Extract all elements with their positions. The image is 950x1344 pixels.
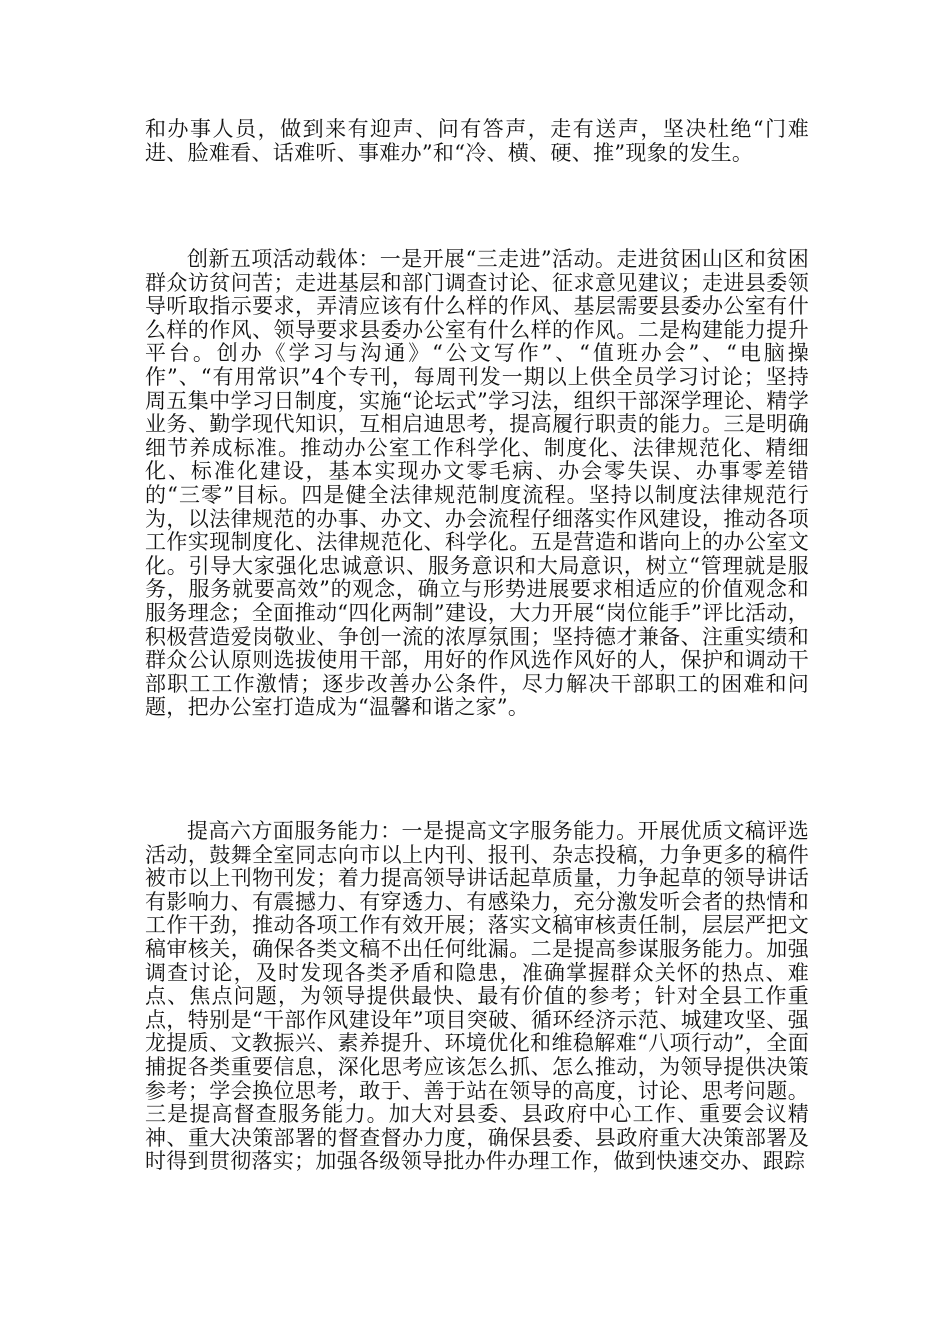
paragraph-five-activities: 创新五项活动载体：一是开展“三走进”活动。走进贫困山区和贫困群众访贫问苦；走进基层和部门调查讨论、征求意见建议；走进县委领导听取指示要求，弄清应该有什么样的作风、基层需要县委办公室有什么样的作风、领导要求县委办公室有什么样的作风。二是构建能力提升平台。创办《学习与沟通》“公文写作”、“值班办会”、“电脑操作”、“有用常识”4个专刊，每周刊发一期以上供全员学习讨论；坚持周五集中学习日制度，实施“论坛式”学习法，组织干部深学理论、精学业务、勤学现代知识，互相启迪思考，提高履行职责的能力。三是明确细节养成标准。推动办公室工作科学化、制度化、法律规范化、精细化、标准化建设，基本实现办文零毛病、办会零失误、办事零差错的“三零”目标。四是健全法律规范制度流程。坚持以制度法律规范行为，以法律规范的办事、办文、办会流程仔细落实作风建设，推动各项工作实现制度化、法律规范化、科学化。五是营造和谐向上的办公室文化。引导大家强化忠诚意识、服务意识和大局意识，树立“管理就是服务，服务就要高效”的观念，确立与形势进展要求相适应的价值观念和服务理念；全面推动“四化两制”建设，大力开展“岗位能手”评比活动，积极营造爱岗敬业、争创一流的浓厚氛围；坚持德才兼备、注重实绩和群众公认原则选拔使用干部，用好的作风选作风好的人，保护和调动干部职工工作激情；逐步改善办公条件，尽力解决干部职工的困难和问题，把办公室打造成为“温馨和谐之家”。 bbox=[145, 247, 809, 720]
paragraph-service-attitude: 和办事人员，做到来有迎声、问有答声，走有送声，坚决杜绝“门难进、脸难看、话难听、事难办”和“冷、横、硬、推”现象的发生。 bbox=[145, 117, 809, 165]
paragraph-six-abilities: 提高六方面服务能力：一是提高文字服务能力。开展优质文稿评选活动，鼓舞全室同志向市以上内刊、报刊、杂志投稿，力争更多的稿件被市以上刊物刊发；着力提高领导讲话起草质量，力争起草的领导讲话有影响力、有震撼力、有穿透力、有感染力，充分激发听会者的热情和工作干劲，推动各项工作有效开展；落实文稿审核责任制，层层严把文稿审核关，确保各类文稿不出任何纰漏。二是提高参谋服务能力。加强调查讨论，及时发现各类矛盾和隐患，准确掌握群众关怀的热点、难点、焦点问题，为领导提供最快、最有价值的参考；针对全县工作重点，特别是“干部作风建设年”项目突破、循环经济示范、城建攻坚、强龙提质、文教振兴、素养提升、环境优化和维稳解难“八项行动”，全面捕捉各类重要信息，深化思考应该怎么抓、怎么推动，为领导提供决策参考；学会换位思考，敢于、善于站在领导的高度，讨论、思考问题。三是提高督查服务能力。加大对县委、县政府中心工作、重要会议精神、重大决策部署的督查督办力度，确保县委、县政府重大决策部署及时得到贯彻落实；加强各级领导批办件办理工作，做到快速交办、跟踪 bbox=[145, 819, 809, 1174]
